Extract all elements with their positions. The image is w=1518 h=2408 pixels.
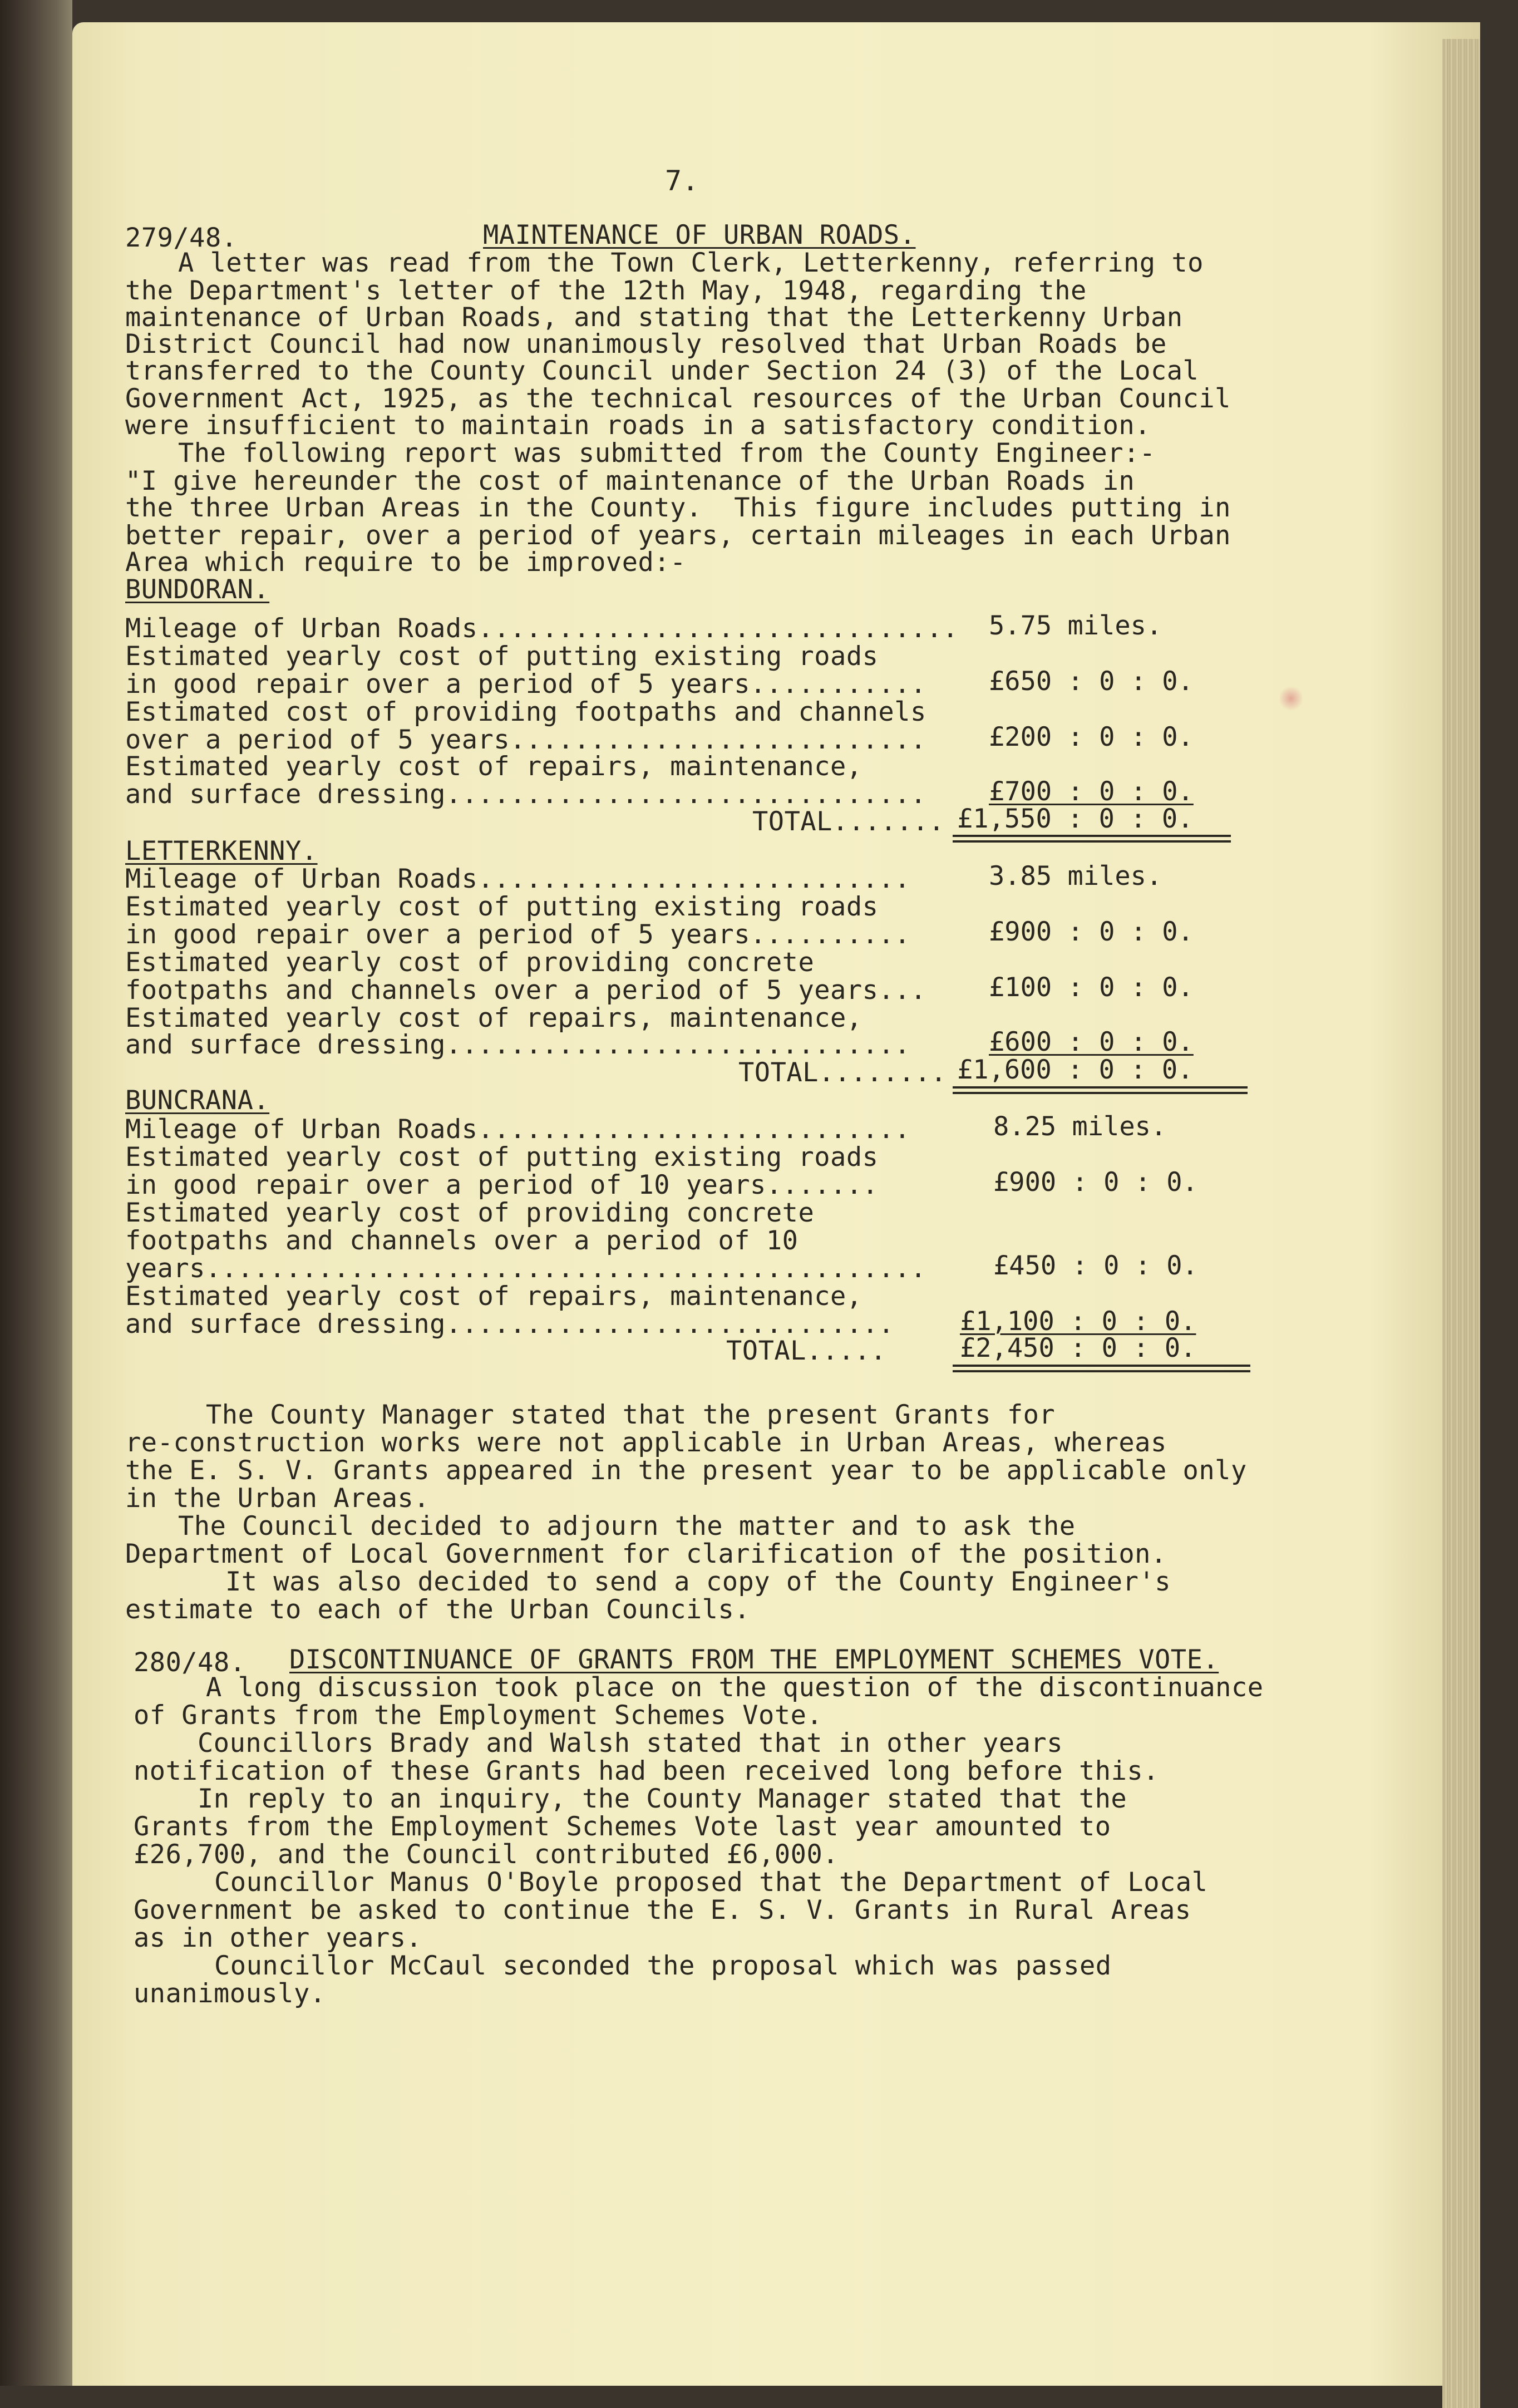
table-label: Estimated yearly cost of putting existing roads [125,1142,879,1173]
table-label: over a period of 5 years.......................... [125,725,926,755]
text-line: Councillors Brady and Walsh stated that in other years [198,1728,1063,1759]
text-line: It was also decided to send a copy of the County Engineer's [225,1567,1171,1597]
total-label: TOTAL..... [726,1336,886,1366]
double-underline [953,1365,1250,1367]
minute-title: DISCONTINUANCE OF GRANTS FROM THE EMPLOYMENT SCHEMES VOTE. [289,1644,1219,1675]
table-label: Estimated cost of providing footpaths and channels [125,697,926,727]
double-underline [953,1086,1248,1089]
table-label: and surface dressing............................ [125,1309,895,1340]
table-label: footpaths and channels over a period of 5 years... [125,975,926,1006]
page-number: 7. [665,165,699,197]
table-label: and surface dressing.............................. [125,779,926,810]
table-value: £700 : 0 : 0. [989,776,1194,807]
table-label: Mileage of Urban Roads........................... [125,1114,911,1145]
text-line: Government Act, 1925, as the technical resources of the Urban Council [125,383,1231,414]
table-label: Estimated yearly cost of repairs, maintenance, [125,1281,862,1312]
text-line: were insufficient to maintain roads in a satisfactory condition. [125,410,1151,441]
text-line: maintenance of Urban Roads, and stating that the Letterkenny Urban [125,302,1183,333]
text-line: District Council had now unanimously resolved that Urban Roads be [125,329,1167,360]
text-line: the E. S. V. Grants appeared in the present year to be applicable only [125,1455,1247,1486]
table-label: in good repair over a period of 5 years.......... [125,919,911,950]
table-value: £900 : 0 : 0. [993,1167,1198,1198]
text-line: Department of Local Government for clarification of the position. [125,1539,1167,1569]
section-heading-letterkenny: LETTERKENNY. [125,836,318,866]
table-value: 3.85 miles. [989,861,1162,892]
table-label: in good repair over a period of 5 years........... [125,669,926,700]
table-value: £650 : 0 : 0. [989,666,1194,697]
table-value: £1,100 : 0 : 0. [960,1306,1196,1337]
text-line: A long discussion took place on the question of the discontinuance [206,1672,1264,1703]
table-label: Estimated yearly cost of putting existing roads [125,892,879,922]
total-label: TOTAL....... [752,806,945,837]
text-line: better repair, over a period of years, certain mileages in each Urban [125,520,1231,551]
text-line: re-construction works were not applicable in Urban Areas, whereas [125,1427,1167,1458]
text-line: as in other years. [134,1923,422,1953]
stain-mark [1280,685,1302,712]
table-value: £450 : 0 : 0. [993,1250,1198,1281]
table-value: £200 : 0 : 0. [989,722,1194,752]
minute-ref: 279/48. [125,223,238,253]
table-label: Mileage of Urban Roads.............................. [125,613,959,644]
table-label: Estimated yearly cost of putting existing roads [125,641,879,672]
double-underline [953,840,1231,843]
minute-ref: 280/48. [134,1647,246,1678]
text-line: transferred to the County Council under Section 24 (3) of the Local [125,356,1199,386]
table-label: Estimated yearly cost of repairs, maintenance, [125,1003,862,1033]
table-value: £100 : 0 : 0. [989,972,1194,1003]
table-label: in good repair over a period of 10 years....... [125,1170,879,1200]
text-line: the three Urban Areas in the County. This figure includes putting in [125,493,1231,523]
text-line: The County Manager stated that the present Grants for [206,1400,1056,1430]
section-heading-bundoran: BUNDORAN. [125,574,270,605]
table-value: 8.25 miles. [993,1111,1167,1142]
text-line: of Grants from the Employment Schemes Vote. [134,1700,823,1731]
section-heading-buncrana: BUNCRANA. [125,1085,270,1116]
text-line: "I give hereunder the cost of maintenance of the Urban Roads in [125,466,1135,496]
table-label: and surface dressing............................. [125,1030,911,1060]
total-value: £1,550 : 0 : 0. [957,804,1194,834]
table-label: years............................................. [125,1253,926,1284]
table-label: Estimated yearly cost of repairs, maintenance, [125,751,862,782]
table-label: Estimated yearly cost of providing concrete [125,1198,815,1228]
table-value: 5.75 miles. [989,610,1162,641]
text-line: notification of these Grants had been received long before this. [134,1756,1159,1786]
text-line: In reply to an inquiry, the County Manager stated that the [198,1784,1127,1814]
text-line: £26,700, and the Council contributed £6,000. [134,1839,839,1870]
book-spine [0,0,72,2386]
double-underline [953,1092,1248,1094]
total-value: £2,450 : 0 : 0. [960,1333,1196,1363]
total-value: £1,600 : 0 : 0. [957,1055,1194,1085]
table-label: Mileage of Urban Roads........................... [125,864,911,894]
double-underline [953,1370,1250,1372]
table-value: £900 : 0 : 0. [989,917,1194,947]
table-label: Estimated yearly cost of providing concrete [125,947,815,978]
minute-title: MAINTENANCE OF URBAN ROADS. [483,220,916,250]
text-line: Councillor McCaul seconded the proposal which was passed [214,1951,1112,1981]
text-line: Grants from the Employment Schemes Vote last year amounted to [134,1811,1111,1842]
text-line: estimate to each of the Urban Councils. [125,1594,751,1625]
text-line: A letter was read from the Town Clerk, Letterkenny, referring to [178,248,1204,278]
table-value: £600 : 0 : 0. [989,1027,1194,1057]
text-line: Area which require to be improved:- [125,547,686,578]
double-underline [953,835,1231,837]
text-line: in the Urban Areas. [125,1483,430,1514]
table-label: footpaths and channels over a period of 10 [125,1225,799,1256]
text-line: Councillor Manus O'Boyle proposed that the Department of Local [214,1867,1208,1898]
total-label: TOTAL........ [738,1057,947,1088]
text-line: unanimously. [134,1978,326,2009]
page-edges [1442,39,1480,2408]
text-line: Government be asked to continue the E. S. V. Grants in Rural Areas [134,1895,1191,1926]
text-line: the Department's letter of the 12th May, 1948, regarding the [125,275,1087,306]
text-line: The Council decided to adjourn the matter and to ask the [178,1511,1076,1542]
text-line: The following report was submitted from the County Engineer:- [178,438,1156,469]
